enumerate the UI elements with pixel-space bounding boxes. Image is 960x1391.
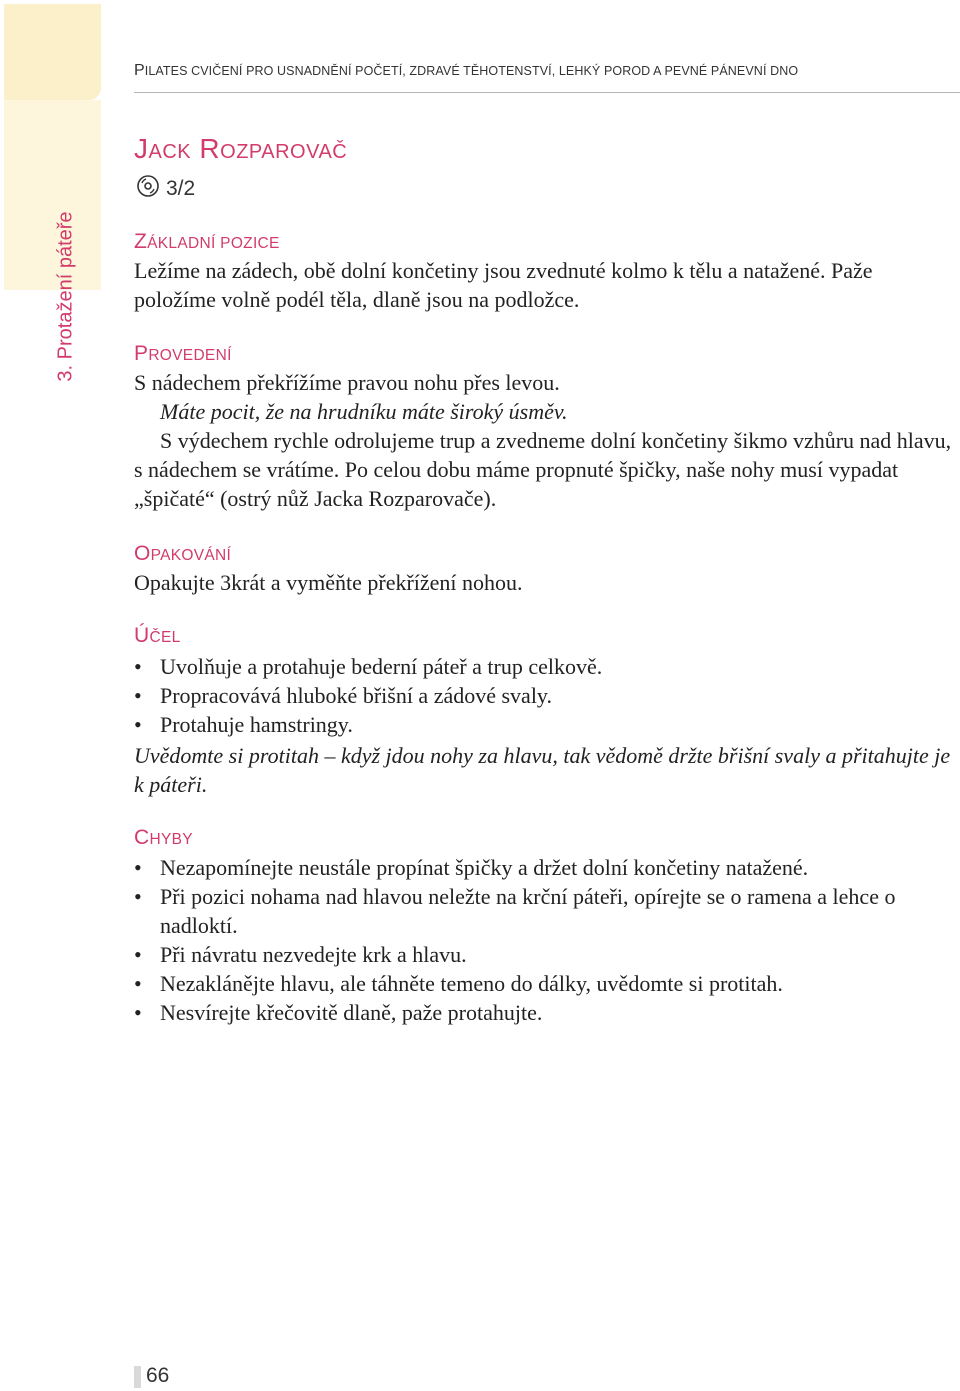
dvd-chapter-ref: 3/2: [166, 177, 196, 200]
chapter-tab-top: [4, 4, 101, 100]
title-rest-2: OZPAROVAČ: [220, 141, 348, 163]
running-head-initial: P: [134, 62, 145, 79]
page-number: 66: [146, 1364, 170, 1387]
running-head-text: ILATES CVIČENÍ PRO USNADNĚNÍ POČETÍ, ZDRAVÉ TĚHOTENSTVÍ, LEHKÝ POROD A PEVNÉ PÁNEVNÍ DNO: [144, 64, 799, 78]
heading-rest: PAKOVÁNÍ: [150, 547, 232, 564]
running-head: [134, 62, 798, 80]
chapter-tab: [4, 100, 101, 382]
provedeni-imagery: Máte pocit, že na hrudníku máte široký úsměv.: [160, 399, 568, 424]
heading-initial: Ú: [134, 624, 150, 647]
heading-rest: ÁKLADNÍ POZICE: [147, 235, 280, 252]
provedeni-step-1: S nádechem překřížíme pravou nohu přes levou.: [134, 370, 560, 395]
list-item: • Při pozici nohama nad hlavou neležte na krční páteři, opírejte se o ramena a lehce o nadloktí.: [134, 882, 959, 940]
heading-rest: ROVEDENÍ: [148, 347, 232, 364]
list-item: • Propracovává hluboké břišní a zádové svaly.: [134, 681, 959, 710]
zakladni-pozice-text: Ležíme na zádech, obě dolní končetiny jsou zvednuté kolmo k tělu a natažené. Paže položíme volně podél těla, dlaně jsou na podložce.: [134, 258, 873, 312]
heading-chyby: [134, 826, 193, 850]
list-item: • Nezapomínejte neustále propínat špičky a držet dolní končetiny natažené.: [134, 853, 959, 882]
list-item: • Nesvírejte křečovitě dlaně, paže protahujte.: [134, 998, 959, 1027]
heading-zakladni-pozice: [134, 230, 280, 254]
chapter-tab-label: 3. Protažení páteře: [54, 211, 77, 382]
header-rule: [134, 92, 960, 93]
title-initial-1: J: [134, 133, 149, 164]
heading-opakovani: [134, 542, 231, 566]
dvd-reference: [136, 174, 195, 204]
list-item: • Protahuje hamstringy.: [134, 710, 959, 739]
heading-initial: Z: [134, 230, 148, 253]
heading-provedeni: [134, 342, 232, 366]
heading-rest: ČEL: [149, 629, 181, 646]
list-item: • Uvolňuje a protahuje bederní páteř a trup celkově.: [134, 652, 959, 681]
heading-initial: O: [134, 542, 151, 565]
dvd-icon: [136, 174, 160, 204]
list-item: • Nezaklánějte hlavu, ale táhněte temeno do dálky, uvědomte si protitah.: [134, 969, 959, 998]
ucel-list: [134, 652, 959, 739]
ucel-note: Uvědomte si protitah – když jdou nohy za hlavu, tak vědomě držte břišní svaly a přitahujte je k páteři.: [134, 743, 951, 797]
heading-rest: HYBY: [149, 831, 193, 848]
heading-ucel: [134, 624, 181, 648]
heading-initial: P: [134, 342, 149, 365]
exercise-title: [134, 133, 347, 165]
opakovani-text: Opakujte 3krát a vyměňte překřížení nohou.: [134, 570, 523, 595]
footer-marker: [134, 1366, 141, 1388]
title-initial-2: R: [199, 133, 221, 164]
chyby-list: [134, 853, 959, 1027]
heading-initial: C: [134, 826, 150, 849]
title-rest-1: ACK: [148, 141, 192, 163]
provedeni-step-2: S výdechem rychle odrolujeme trup a zvedneme dolní končetiny šikmo vzhůru nad hlavu, s nádechem se vrátíme. Po celou dobu máme propnuté špičky, naše nohy musí vypadat „špičaté“ (ostrý nůž Jacka Rozparovače).: [134, 428, 952, 511]
list-item: • Při návratu nezvedejte krk a hlavu.: [134, 940, 959, 969]
